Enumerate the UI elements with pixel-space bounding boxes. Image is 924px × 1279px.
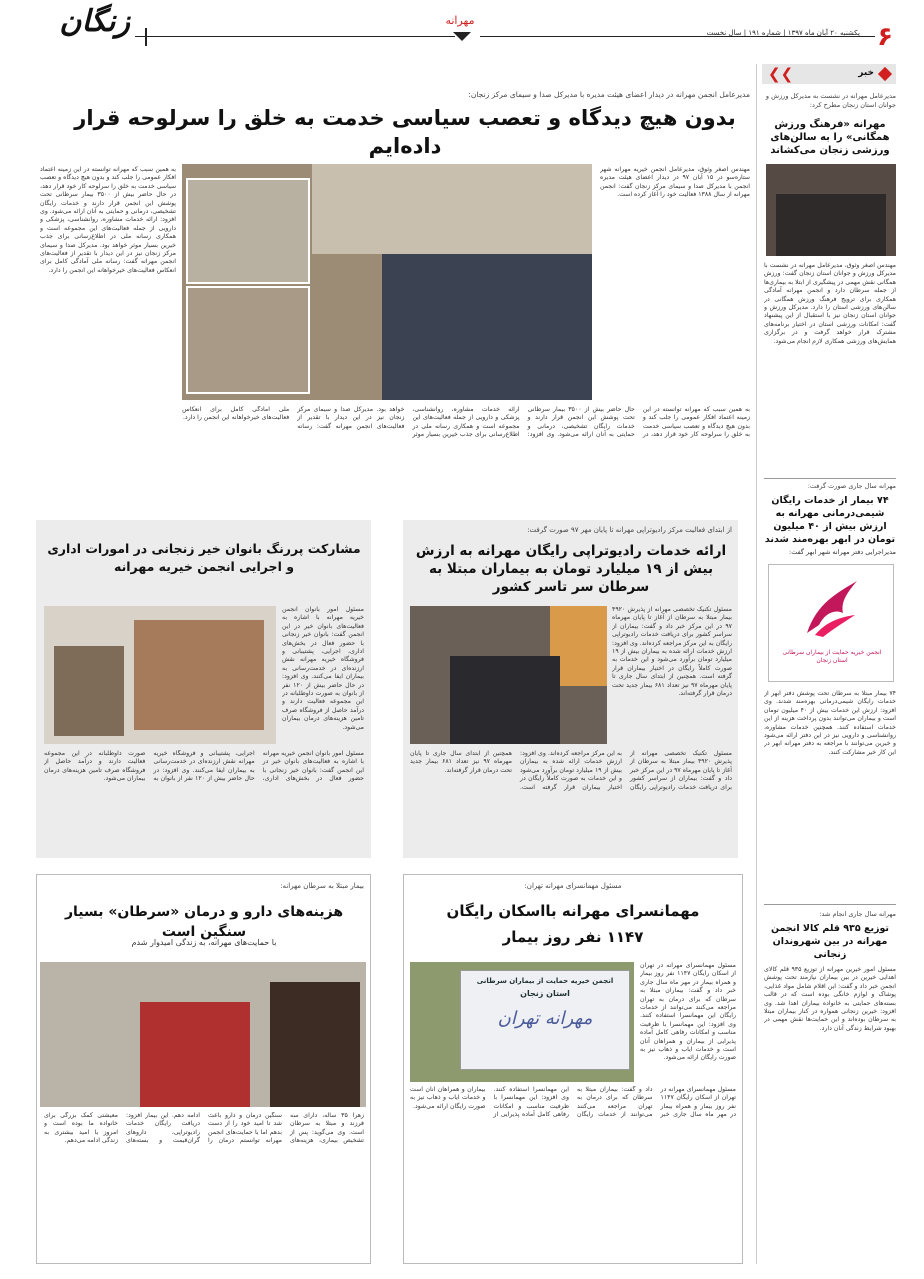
photo-inset-top <box>186 178 310 284</box>
photo-patient <box>140 1002 250 1107</box>
sidebar-s2-body: ۷۴ بیمار مبتلا به سرطان تحت پوشش دفتر ابهر از خدمات رایگان شیمی‌درمانی بهره‌مند شدند. وی افزود: ارزش این خدمات بیش از ۴۰ میلیون تومان است و بیماران می‌توانند بدون پرداخت هزینه از این خدمات استفاده کنند. همچنین خدمات مشاوره، روانشناسی و دارویی نیز در این دفتر ارائه می‌شود و خیرین می‌توانند با مراجعه به دفتر مهرانه ابهر در این کار خیر مشارکت کنند. <box>764 690 896 756</box>
photo-clothes <box>54 646 124 736</box>
issue-line: یکشنبه ۲۰ آبان ماه ۱۳۹۷ | شماره ۱۹۱ | سال نخست <box>706 29 860 37</box>
sidebar-s3-kicker: مهرانه سال جاری انجام شد: <box>819 910 896 918</box>
guesthouse-headline: مهمانسرای مهرانه بااسکان رایگان <box>446 902 700 920</box>
guesthouse-headline-2: ۱۱۴۷ نفر روز بیمار <box>502 928 644 946</box>
sidebar-s2-kicker: مهرانه سال جاری صورت گرفت: <box>807 482 896 490</box>
women-body-right: مسئول امور بانوان انجمن خیریه مهرانه با اشاره به فعالیت‌های بانوان خیر در این انجمن گفت: بانوان خیر زنجانی با حضور فعال در بخش‌های اداری، اجرایی، پشتیبانی و فروشگاه خیریه مهرانه نقش ارزنده‌ای در خدمت‌رسانی به بیماران ایفا می‌کنند. وی افزود: در حال حاضر بیش از ۱۲۰ نفر از بانوان به صورت داوطلبانه در این مجموعه فعالیت دارند و درآمد حاصل از فروشگاه صرف تامین هزینه‌های درمان بیماران می‌شود. <box>282 606 364 731</box>
section-chevron-icon <box>453 32 471 41</box>
mehraneh-bird-icon <box>797 573 867 643</box>
photo-shelves <box>134 620 264 730</box>
women-body: مسئول امور بانوان انجمن خیریه مهرانه با اشاره به فعالیت‌های بانوان خیر در این انجمن گفت: بانوان خیر زنجانی با حضور فعال در بخش‌های اداری، اجرایی، پشتیبانی و فروشگاه خیریه مهرانه نقش ارزنده‌ای در خدمت‌رسانی به بیماران ایفا می‌کنند. وی افزود: در حال حاضر بیش از ۱۲۰ نفر از بانوان به صورت داوطلبانه در این مجموعه فعالیت دارند و درآمد حاصل از فروشگاه صرف تامین هزینه‌های درمان بیماران می‌شود. <box>44 750 364 783</box>
main-photo <box>182 164 592 400</box>
sidebar-divider-1 <box>764 478 896 479</box>
sidebar-s1-headline: مهرانه «فرهنگ ورزش همگانی» را به سالن‌های ورزشی زنجان می‌کشاند <box>770 119 890 156</box>
sidebar-s1-photo <box>766 164 896 256</box>
guesthouse-body-right: مسئول مهمانسرای مهرانه در تهران از اسکان رایگان ۱۱۴۷ نفر روز بیمار و همراه بیمار در مهر ماه سال جاری خبر داد و گفت: بیماران مبتلا به سرطان که برای درمان به تهران مراجعه می‌کنند می‌توانند از خدمات رایگان این مهمانسرا استفاده کنند. وی افزود: این مهمانسرا با ظرفیت مناسب و امکانات رفاهی کامل آماده پذیرایی از بیماران و همراهان آنان است و خدمات ایاب و ذهاب نیز به صورت رایگان ارائه می‌شود. <box>640 962 736 1062</box>
sidebar-s3-headline: توزیع ۹۳۵ قلم کالا انجمن مهرانه در بین شهروندان زنجانی <box>771 923 889 960</box>
sidebar-divider-2 <box>764 904 896 905</box>
masthead-dot <box>139 28 147 46</box>
logo: زنگان <box>59 4 130 39</box>
photo-woman <box>270 982 360 1107</box>
drugs-kicker: بیمار مبتلا به سرطان مهرانه: <box>280 882 364 890</box>
photo-inset-bottom <box>186 286 310 394</box>
radiotherapy-kicker: از ابتدای فعالیت مرکز رادیوتراپی مهرانه تا پایان مهر ۹۷ صورت گرفت: <box>527 526 732 534</box>
sign-line-2: استان زنجان <box>520 989 570 998</box>
drugs-subhead: با حمایت‌های مهرانه، به زندگی امیدوار شدم <box>131 938 277 947</box>
sidebar-s2-source: مدیراجرایی دفتر مهرانه شهر ابهر گفت: <box>789 548 896 556</box>
radiotherapy-body-right: مسئول تکنیک تخصصی مهرانه از پذیرش ۴۹۲۰ بیمار مبتلا به سرطان از آغاز تا پایان مهرماه ۹۷ در این مرکز خبر داد و گفت: بیماران از سراسر کشور برای دریافت خدمات رادیوتراپی رایگان به این مرکز مراجعه کرده‌اند. وی افزود: ارزش خدمات ارائه شده به بیماران بیش از ۱۹ میلیارد تومان برآورد می‌شود و این خدمات به صورت کاملاً رایگان در اختیار بیماران قرار گرفته است. همچنین از ابتدای سال جاری تا پایان مهرماه ۹۷ نیز تعداد ۶۸۱ بیمار جدید تحت درمان قرار گرفته‌اند. <box>612 606 732 698</box>
photo-staff <box>450 656 560 744</box>
logo-caption: انجمن خیریه حمایت از بیماران سرطانی استان زنجان <box>782 649 882 664</box>
red-diamond-icon <box>878 67 892 81</box>
sidebar-label: خبر <box>858 68 874 78</box>
photo-people <box>382 254 592 400</box>
main-kicker: مدیرعامل انجمن مهرانه در دیدار اعضای هیئت مدیره با مدیرکل صدا و سیمای مرکز زنجان: <box>468 90 750 99</box>
sidebar-s1-kicker: مدیرعامل مهرانه در نشست به مدیرکل ورزش و جوانان استان زنجان مطرح کرد: <box>765 92 896 109</box>
women-photo <box>44 606 276 744</box>
drugs-photo <box>40 962 366 1107</box>
drugs-body: زهرا ۳۵ ساله، دارای سه فرزند و مبتلا به سرطان است. وی می‌گوید: پس از تشخیص بیماری، هزینه‌های سنگین درمان و دارو باعث شد تا امید خود را از دست بدهم اما با حمایت‌های انجمن مهرانه توانستم درمان را ادامه دهم. این بیمار افزود: دریافت رایگان خدمات رادیوتراپی، داروهای گران‌قیمت و بسته‌های معیشتی کمک بزرگی برای خانواده ما بوده است و امروز با امید بیشتری به زندگی ادامه می‌دهم. <box>44 1112 364 1145</box>
sidebar-header <box>762 64 896 84</box>
photo-wall <box>312 164 592 254</box>
guesthouse-body: مسئول مهمانسرای مهرانه در تهران از اسکان رایگان ۱۱۴۷ نفر روز بیمار و همراه بیمار در مهر ماه سال جاری خبر داد و گفت: بیماران مبتلا به سرطان که برای درمان به تهران مراجعه می‌کنند می‌توانند از خدمات رایگان این مهمانسرا استفاده کنند. وی افزود: این مهمانسرا با ظرفیت مناسب و امکانات رفاهی کامل آماده پذیرایی از بیماران و همراهان آنان است و خدمات ایاب و ذهاب نیز به صورت رایگان ارائه می‌شود. <box>410 1086 736 1119</box>
main-body: به همین سبب که مهرانه توانسته در این زمینه اعتماد افکار عمومی را جلب کند و بدون هیچ دیدگاه و تعصب سیاسی خدمت به خلق را سرلوحه کار خود قرار دهد، در حال حاضر بیش از ۳۵۰۰ بیمار سرطانی تحت پوشش این انجمن قرار دارند و خدمات رایگان تشخیصی، درمانی و حمایتی به آنان ارائه می‌شود. وی افزود: ارائه خدمات مشاوره، روانشناسی، پزشکی و دارویی از جمله فعالیت‌های این مجموعه است و همکاری رسانه ملی در اطلاع‌رسانی برای جذب خیرین بسیار موثر خواهد بود. مدیرکل صدا و سیمای مرکز زنجان نیز در این دیدار با تقدیر از فعالیت‌های انجمن مهرانه گفت: رسانه ملی آمادگی کامل برای انعکاس فعالیت‌های خیرخواهانه این انجمن را دارد. <box>40 166 176 274</box>
main-headline: بدون هیچ دیدگاه و تعصب سیاسی خدمت به خلق را سرلوحه قرار داده‌ایم <box>74 106 736 158</box>
photo-sign <box>460 970 630 1070</box>
guesthouse-photo <box>410 962 634 1082</box>
sidebar-left-rule <box>756 64 757 1264</box>
radiotherapy-headline: ارائه خدمات رادیوتراپی رایگان مهرانه به ارزش بیش از ۱۹ میلیارد تومان به بیماران مبتلا به سرطان سر تاسر کشور <box>415 543 727 595</box>
mehraneh-logo <box>768 564 894 682</box>
sidebar-s3-body: مسئول امور خیرین مهرانه از توزیع ۹۳۵ قلم کالای اهدایی خیرین در بین بیماران نیازمند تحت پوشش انجمن خبر داد و گفت: این اقلام شامل مواد غذایی، پوشاک و لوازم خانگی بوده است که در قالب بسته‌های حمایتی به خانواده بیماران اهدا شد. وی افزود: خیرین زنجانی همواره در کنار بیماران مبتلا به سرطان بوده‌اند و این حمایت‌ها نقش مهمی در بهبود شرایط زندگی آنان دارد. <box>764 966 896 1032</box>
sidebar-s1-body: مهندس اصغر وثوق، مدیرعامل مهرانه در نشست با مدیرکل ورزش و جوانان استان زنجان گفت: ورزش همگانی نقش مهمی در پیشگیری از ابتلا به بیماری‌ها از جمله سرطان دارد و انجمن مهرانه آمادگی همکاری برای ترویج فرهنگ ورزش همگانی در سالن‌های ورزشی استان را دارد. مدیرکل ورزش و جوانان استان زنجان نیز با استقبال از این پیشنهاد گفت: امکانات ورزشی استان در اختیار برنامه‌های مشترک قرار خواهد گرفت و در برگزاری همایش‌های ورزشی همکاری لازم انجام می‌شود. <box>764 262 896 345</box>
photo-group <box>776 194 886 256</box>
section-label: مهرانه <box>445 14 475 27</box>
drugs-headline: هزینه‌های دارو و درمان «سرطان» بسیار سنگین است <box>64 904 344 940</box>
sign-line-3: مهرانه تهران <box>497 1008 593 1029</box>
main-body-continued: به همین سبب که مهرانه توانسته در این زمینه اعتماد افکار عمومی را جلب کند و بدون هیچ دیدگاه و تعصب سیاسی خدمت به خلق را سرلوحه کار خود قرار دهد، در حال حاضر بیش از ۳۵۰۰ بیمار سرطانی تحت پوشش این انجمن قرار دارند و خدمات رایگان تشخیصی، درمانی و حمایتی به آنان ارائه می‌شود. وی افزود: ارائه خدمات مشاوره، روانشناسی، پزشکی و دارویی از جمله فعالیت‌های این مجموعه است و همکاری رسانه ملی در اطلاع‌رسانی برای جذب خیرین بسیار موثر خواهد بود. مدیرکل صدا و سیمای مرکز زنجان نیز در این دیدار با تقدیر از فعالیت‌های انجمن مهرانه گفت: رسانه ملی آمادگی کامل برای انعکاس فعالیت‌های خیرخواهانه این انجمن را دارد. <box>182 406 750 439</box>
radiotherapy-body: مسئول تکنیک تخصصی مهرانه از پذیرش ۴۹۲۰ بیمار مبتلا به سرطان از آغاز تا پایان مهرماه ۹۷ در این مرکز خبر داد و گفت: بیماران از سراسر کشور برای دریافت خدمات رادیوتراپی رایگان به این مرکز مراجعه کرده‌اند. وی افزود: ارزش خدمات ارائه شده به بیماران بیش از ۱۹ میلیارد تومان برآورد می‌شود و این خدمات به صورت کاملاً رایگان در اختیار بیماران قرار گرفته است. همچنین از ابتدای سال جاری تا پایان مهرماه ۹۷ نیز تعداد ۶۸۱ بیمار جدید تحت درمان قرار گرفته‌اند. <box>410 750 732 791</box>
page-number: ۶ <box>877 22 893 52</box>
main-lead: مهندس اصغر وثوق، مدیرعامل انجمن خیریه مهرانه شهر ستاره‌سو در ۱۵ آبان ۹۷ در دیدار اعضای هیئت مدیره انجمن با مدیرکل صدا و سیمای مرکز زنجان گفت: انجمن مهرانه از سال ۱۳۸۸ فعالیت خود را آغاز کرده است. <box>600 166 750 199</box>
guesthouse-kicker: مسئول مهمانسرای مهرانه تهران: <box>524 882 622 890</box>
sidebar-s2-headline: ۷۴ بیمار از خدمات رایگان شیمی‌درمانی مهرانه به ارزش بیش از ۴۰ میلیون تومان در ابهر بهره‌مند شدند <box>764 495 896 545</box>
radiotherapy-photo <box>410 606 607 744</box>
masthead-rule-left <box>135 36 455 37</box>
women-headline: مشارکت پررنگ بانوان خیر زنجانی در امورات اداری و اجرایی انجمن خیریه مهرانه <box>47 541 361 574</box>
sign-line-1: انجمن خیریه حمایت از بیماران سرطانی <box>476 977 614 985</box>
chevron-right-icon: ❯❯ <box>768 65 794 83</box>
masthead <box>0 0 924 56</box>
